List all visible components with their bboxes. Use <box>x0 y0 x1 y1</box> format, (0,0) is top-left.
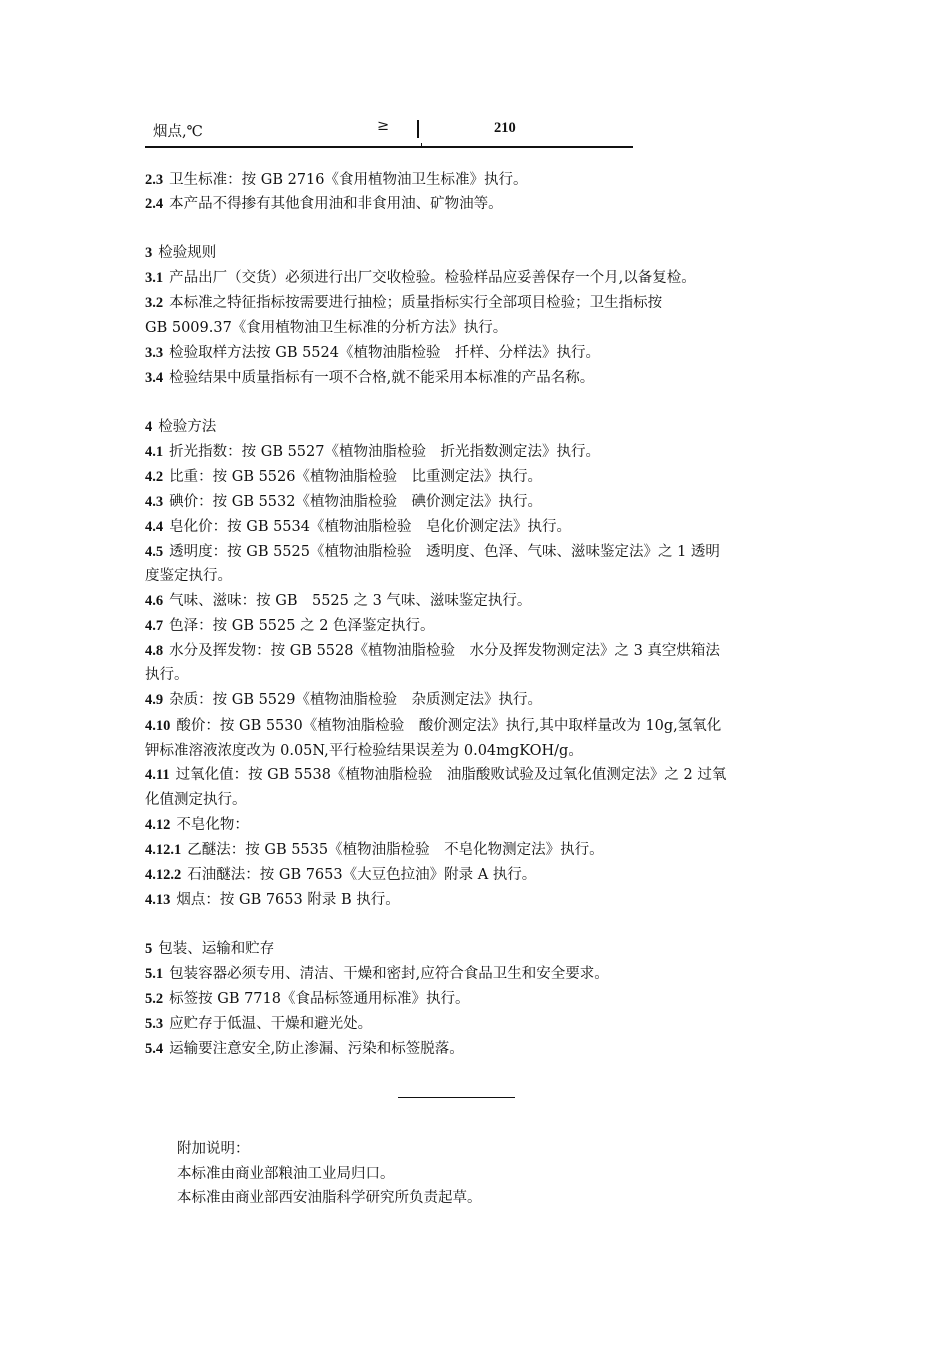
clause-number: 3.4 <box>145 370 164 386</box>
document-line <box>145 716 721 736</box>
document-line <box>145 641 720 661</box>
document-line <box>145 318 507 338</box>
clause-text: 色泽：按 GB 5525 之 2 色泽鉴定执行。 <box>169 618 435 634</box>
document-line <box>145 890 400 910</box>
clause-number: 5.1 <box>145 966 164 982</box>
document-line <box>145 268 696 288</box>
clause-number: 4.8 <box>145 643 164 659</box>
section-divider <box>398 1097 515 1098</box>
clause-text: 化值测定执行。 <box>145 792 247 808</box>
clause-text: GB 5009.37《食用植物油卫生标准的分析方法》执行。 <box>145 320 508 336</box>
document-line <box>145 1014 372 1034</box>
clause-text: 折光指数：按 GB 5527《植物油脂检验 折光指数测定法》执行。 <box>169 444 600 460</box>
table-cell-operator: ≥ <box>377 118 390 134</box>
document-line <box>145 417 216 437</box>
table-column-tick <box>421 143 422 148</box>
clause-number: 3.3 <box>145 345 164 361</box>
document-line <box>145 243 216 263</box>
document-line <box>145 293 662 313</box>
document-line <box>145 964 609 984</box>
document-line <box>145 467 542 487</box>
clause-number: 4.9 <box>145 692 164 708</box>
clause-number: 2.4 <box>145 196 164 212</box>
document-line <box>145 815 249 835</box>
note-line: 本标准由商业部粮油工业局归口。 <box>177 1166 395 1182</box>
clause-text: 气味、滋味：按 GB 5525 之 3 气味、滋味鉴定执行。 <box>169 593 532 609</box>
note-line: 本标准由商业部西安油脂科学研究所负责起草。 <box>177 1190 482 1206</box>
clause-text: 酸价：按 GB 5530《植物油脂检验 酸价测定法》执行,其中取样量改为 10g,氢氧化 <box>176 718 722 734</box>
clause-text: 乙醚法：按 GB 5535《植物油脂检验 不皂化物测定法》执行。 <box>187 842 604 858</box>
document-line <box>145 616 435 636</box>
clause-number: 4.12.1 <box>145 842 182 858</box>
clause-text: 钾标准溶液浓度改为 0.05N,平行检验结果误差为 0.04mgKOH/g。 <box>145 743 583 759</box>
clause-number: 4.4 <box>145 519 164 535</box>
clause-text: 烟点：按 GB 7653 附录 B 执行。 <box>176 892 400 908</box>
document-line <box>145 368 594 388</box>
document-line <box>145 865 536 885</box>
clause-text: 水分及挥发物：按 GB 5528《植物油脂检验 水分及挥发物测定法》之 3 真空烘箱法 <box>169 643 720 659</box>
table-column-divider <box>417 120 419 138</box>
clause-number: 4.12.2 <box>145 867 182 883</box>
clause-text: 检验结果中质量指标有一项不合格,就不能采用本标准的产品名称。 <box>169 370 595 386</box>
clause-text: 碘价：按 GB 5532《植物油脂检验 碘价测定法》执行。 <box>169 494 542 510</box>
table-cell-value: 210 <box>494 120 516 136</box>
clause-text: 石油醚法：按 GB 7653《大豆色拉油》附录 A 执行。 <box>187 867 537 883</box>
clause-number: 4.7 <box>145 618 164 634</box>
clause-text: 应贮存于低温、干燥和避光处。 <box>169 1016 373 1032</box>
document-line <box>145 790 247 810</box>
clause-text: 过氧化值：按 GB 5538《植物油脂检验 油脂酸败试验及过氧化值测定法》之 2 过氧 <box>175 767 727 783</box>
clause-number: 5.3 <box>145 1016 164 1032</box>
clause-number: 4.6 <box>145 593 164 609</box>
document-line <box>145 840 604 860</box>
clause-text: 检验规则 <box>158 245 217 261</box>
clause-number: 4.3 <box>145 494 164 510</box>
document-line <box>145 194 503 214</box>
document-line <box>145 517 571 537</box>
document-line <box>145 542 720 562</box>
clause-text: 卫生标准：按 GB 2716《食用植物油卫生标准》执行。 <box>169 172 528 188</box>
document-line <box>145 989 469 1009</box>
clause-number: 3 <box>145 245 153 261</box>
table-cell-name: 烟点,℃ <box>153 124 203 140</box>
clause-text: 标签按 GB 7718《食品标签通用标准》执行。 <box>169 991 470 1007</box>
clause-text: 本标准之特征指标按需要进行抽检；质量指标实行全部项目检验；卫生指标按 <box>169 295 663 311</box>
document-line <box>145 591 531 611</box>
document-line <box>145 765 726 785</box>
clause-number: 4.10 <box>145 718 171 734</box>
clause-text: 杂质：按 GB 5529《植物油脂检验 杂质测定法》执行。 <box>169 692 542 708</box>
clause-number: 4.11 <box>145 767 170 783</box>
clause-text: 度鉴定执行。 <box>145 568 232 584</box>
clause-text: 皂化价：按 GB 5534《植物油脂检验 皂化价测定法》执行。 <box>169 519 571 535</box>
clause-text: 包装、运输和贮存 <box>158 941 275 957</box>
document-line <box>145 492 542 512</box>
document-line <box>145 442 600 462</box>
smoke-point-table-row <box>145 116 633 148</box>
clause-number: 5 <box>145 941 153 957</box>
clause-text: 产品出厂（交货）必须进行出厂交收检验。检验样品应妥善保存一个月,以备复检。 <box>169 270 696 286</box>
clause-text: 比重：按 GB 5526《植物油脂检验 比重测定法》执行。 <box>169 469 542 485</box>
clause-number: 4.5 <box>145 544 164 560</box>
document-line <box>145 939 274 959</box>
clause-number: 5.4 <box>145 1041 164 1057</box>
clause-number: 4.13 <box>145 892 171 908</box>
clause-number: 4.2 <box>145 469 164 485</box>
clause-number: 2.3 <box>145 172 164 188</box>
clause-number: 3.1 <box>145 270 164 286</box>
document-line <box>145 343 600 363</box>
note-line: 附加说明： <box>177 1141 250 1157</box>
document-line <box>145 170 527 190</box>
clause-number: 4 <box>145 419 153 435</box>
document-line <box>145 665 189 685</box>
clause-number: 5.2 <box>145 991 164 1007</box>
clause-text: 运输要注意安全,防止渗漏、污染和标签脱落。 <box>169 1041 464 1057</box>
clause-number: 4.1 <box>145 444 164 460</box>
clause-number: 4.12 <box>145 817 171 833</box>
clause-text: 执行。 <box>145 667 189 683</box>
clause-text: 本产品不得掺有其他食用油和非食用油、矿物油等。 <box>169 196 503 212</box>
document-line <box>145 1039 464 1059</box>
document-line <box>145 741 583 761</box>
clause-number: 3.2 <box>145 295 164 311</box>
clause-text: 透明度：按 GB 5525《植物油脂检验 透明度、色泽、气味、滋味鉴定法》之 1 透明 <box>169 544 720 560</box>
document-line <box>145 690 542 710</box>
clause-text: 检验取样方法按 GB 5524《植物油脂检验 扦样、分样法》执行。 <box>169 345 600 361</box>
clause-text: 不皂化物： <box>176 817 249 833</box>
clause-text: 包装容器必须专用、清洁、干燥和密封,应符合食品卫生和安全要求。 <box>169 966 609 982</box>
clause-text: 检验方法 <box>158 419 217 435</box>
document-line <box>145 566 232 586</box>
